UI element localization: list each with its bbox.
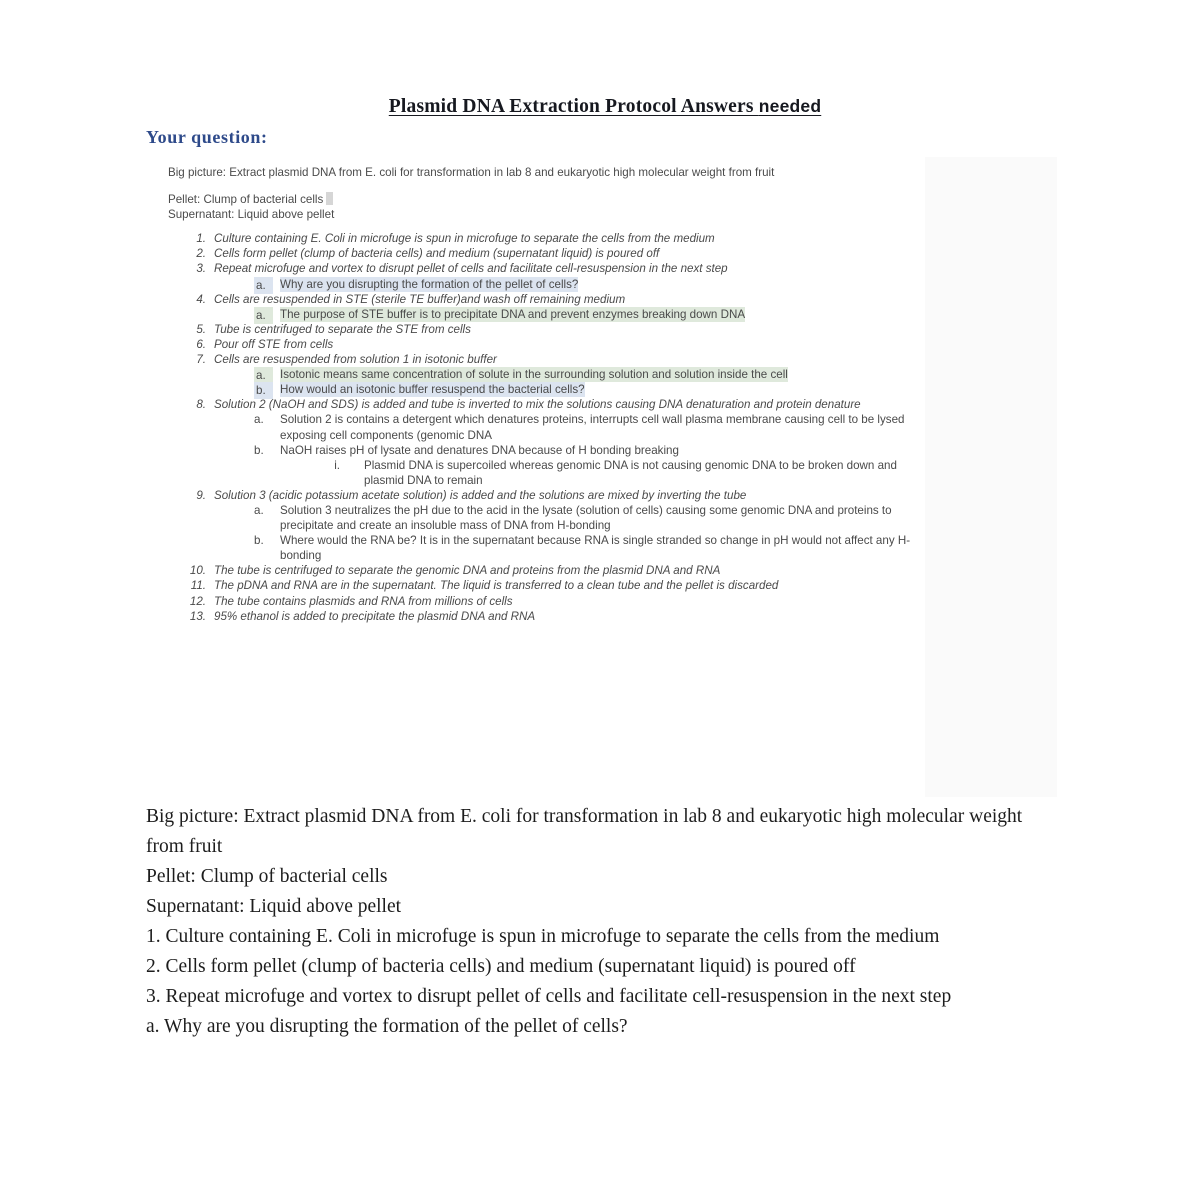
outline-step-text: Solution 2 (NaOH and SDS) is added and tube is inverted to mix the solutions causing DNA denaturation and protein denature bbox=[214, 398, 861, 412]
outline-substep-highlight: Isotonic means same concentration of solute in the surrounding solution and solution inside the cell bbox=[280, 368, 788, 382]
outline-substep-marker: a. bbox=[254, 367, 273, 384]
outline-substep-marker: b. bbox=[254, 534, 264, 548]
embedded-pellet-line bbox=[168, 192, 920, 207]
outline-substep-text: Solution 2 is contains a detergent which denatures proteins, interrupts cell wall plasma membrane causing cell to be lysed exposing cell components (genomic DNA bbox=[280, 413, 905, 442]
body-paragraph: Big picture: Extract plasmid DNA from E. coli for transformation in lab 8 and eukaryotic high molecular weight from fruit bbox=[146, 806, 1023, 857]
section-label-your-question: Your question: bbox=[146, 127, 268, 147]
embedded-image-blank-margin bbox=[925, 157, 1057, 797]
outline-substep bbox=[254, 443, 920, 488]
outline-step-text: The tube is centrifuged to separate the genomic DNA and proteins from the plasmid DNA and RNA bbox=[214, 564, 721, 578]
outline-step-text: Solution 3 (acidic potassium acetate solution) is added and the solutions are mixed by inverting the tube bbox=[214, 488, 747, 502]
outline-substep-text bbox=[280, 382, 585, 397]
outline-step-marker: 5. bbox=[196, 322, 206, 336]
embedded-image-content bbox=[160, 157, 920, 624]
outline-subsublist bbox=[280, 458, 920, 488]
body-paragraph: Supernatant: Liquid above pellet bbox=[146, 896, 402, 917]
outline-step bbox=[180, 609, 920, 624]
outline-step-marker: 8. bbox=[196, 398, 206, 412]
outline-substep-highlight: Why are you disrupting the formation of the pellet of cells? bbox=[280, 277, 579, 291]
outline-step-marker: 4. bbox=[196, 292, 206, 306]
outline-step-text: Cells are resuspended from solution 1 in isotonic buffer bbox=[214, 353, 497, 367]
outline-sublist bbox=[214, 412, 920, 487]
document-body-text bbox=[146, 802, 1064, 1042]
outline-step-text: Cells form pellet (clump of bacteria cells) and medium (supernatant liquid) is poured off bbox=[214, 247, 660, 261]
outline-substep-marker: b. bbox=[254, 443, 264, 457]
outline-substep bbox=[254, 382, 920, 397]
spacer bbox=[168, 180, 920, 192]
outline-step bbox=[180, 594, 920, 609]
outline-substep-marker: a. bbox=[254, 503, 264, 517]
outline-substep-text bbox=[280, 367, 788, 382]
outline-substep-text: Where would the RNA be? It is in the supernatant because RNA is single stranded so change in pH would not affect any H-bonding bbox=[280, 534, 911, 563]
embedded-pellet-text: Pellet: Clump of bacterial cells bbox=[168, 193, 324, 207]
outline-substep bbox=[254, 412, 920, 442]
page-title-emphasis: needed bbox=[758, 96, 822, 116]
outline-step-text: 95% ethanol is added to precipitate the plasmid DNA and RNA bbox=[214, 609, 536, 623]
outline-substep-text bbox=[280, 277, 578, 292]
outline-substep-highlight: The purpose of STE buffer is to precipitate DNA and prevent enzymes breaking down DNA bbox=[280, 307, 746, 321]
outline-step-text: The tube contains plasmids and RNA from millions of cells bbox=[214, 594, 513, 608]
outline-step-text: Repeat microfuge and vortex to disrupt pellet of cells and facilitate cell-resuspension in the next step bbox=[214, 262, 728, 276]
outline-step bbox=[180, 292, 920, 322]
body-paragraph: 2. Cells form pellet (clump of bacteria cells) and medium (supernatant liquid) is poured off bbox=[146, 956, 856, 977]
outline-step bbox=[180, 397, 920, 488]
outline-substep-marker: b. bbox=[254, 382, 273, 399]
outline-sublist bbox=[214, 503, 920, 563]
outline-substep-text: Solution 3 neutralizes the pH due to the acid in the lysate (solution of cells) causing some genomic DNA and proteins to precipitate and create an insoluble mass of DNA from H-bonding bbox=[280, 503, 892, 533]
page-title-main: Plasmid DNA Extraction Protocol Answers bbox=[388, 96, 759, 117]
body-paragraph: Pellet: Clump of bacterial cells bbox=[146, 866, 388, 887]
outline-substep bbox=[254, 503, 920, 533]
outline-step-marker: 13. bbox=[189, 609, 206, 623]
text-cursor-artifact bbox=[326, 192, 333, 205]
embedded-supernatant-line: Supernatant: Liquid above pellet bbox=[168, 208, 335, 222]
outline-step bbox=[180, 352, 920, 397]
outline-step-marker: 7. bbox=[196, 353, 206, 367]
embedded-protocol-outline bbox=[160, 231, 920, 623]
embedded-screenshot-image bbox=[160, 157, 1057, 797]
outline-step-marker: 1. bbox=[196, 232, 206, 246]
outline-step bbox=[180, 322, 920, 337]
body-paragraph: 1. Culture containing E. Coli in microfuge is spun in microfuge to separate the cells from the medium bbox=[146, 926, 940, 947]
outline-substep-text: NaOH raises pH of lysate and denatures DNA because of H bonding breaking bbox=[280, 443, 679, 457]
outline-step-marker: 10. bbox=[189, 564, 206, 578]
outline-step bbox=[180, 337, 920, 352]
outline-substep bbox=[254, 277, 920, 292]
body-paragraph: 3. Repeat microfuge and vortex to disrupt pellet of cells and facilitate cell-resuspension in the next step bbox=[146, 986, 952, 1007]
outline-step-text: The pDNA and RNA are in the supernatant. The liquid is transferred to a clean tube and the pellet is discarded bbox=[214, 579, 779, 593]
outline-substep bbox=[254, 533, 920, 563]
outline-substep-marker: a. bbox=[254, 413, 264, 427]
outline-sublist bbox=[214, 307, 920, 322]
outline-substep bbox=[254, 367, 920, 382]
outline-sublist bbox=[214, 277, 920, 292]
outline-subsubstep-marker: i. bbox=[334, 458, 340, 472]
outline-step-text: Pour off STE from cells bbox=[214, 337, 334, 351]
outline-step-marker: 11. bbox=[190, 579, 206, 593]
outline-substep-text bbox=[280, 307, 745, 322]
outline-substep bbox=[254, 307, 920, 322]
outline-step-text: Tube is centrifuged to separate the STE from cells bbox=[214, 322, 471, 336]
outline-substep-marker: a. bbox=[254, 307, 273, 324]
outline-step bbox=[180, 488, 920, 563]
outline-step bbox=[180, 246, 920, 261]
outline-step bbox=[180, 231, 920, 246]
embedded-header-block bbox=[160, 157, 920, 222]
outline-step-text: Culture containing E. Coli in microfuge is spun in microfuge to separate the cells from the medium bbox=[214, 232, 715, 246]
outline-substep-highlight: How would an isotonic buffer resuspend the bacterial cells? bbox=[280, 383, 585, 397]
outline-substep-marker: a. bbox=[254, 277, 273, 294]
outline-sublist bbox=[214, 367, 920, 397]
outline-step-text: Cells are resuspended in STE (sterile TE buffer)and wash off remaining medium bbox=[214, 292, 626, 306]
outline-subsubstep-text: Plasmid DNA is supercoiled whereas genomic DNA is not causing genomic DNA to be broken down and plasmid DNA to remain bbox=[364, 458, 897, 487]
outline-step-marker: 9. bbox=[196, 488, 206, 502]
outline-step bbox=[180, 563, 920, 578]
outline-step-marker: 12. bbox=[189, 594, 206, 608]
outline-step-marker: 6. bbox=[196, 337, 206, 351]
body-paragraph: a. Why are you disrupting the formation of the pellet of cells? bbox=[146, 1016, 628, 1037]
outline-step-marker: 2. bbox=[196, 247, 206, 261]
outline-subsubstep bbox=[324, 458, 920, 488]
page-title bbox=[140, 96, 1070, 118]
outline-step bbox=[180, 261, 920, 291]
outline-step bbox=[180, 578, 920, 593]
outline-step-marker: 3. bbox=[196, 262, 206, 276]
embedded-big-picture-line: Big picture: Extract plasmid DNA from E. coli for transformation in lab 8 and eukaryotic high molecular weight from fruit bbox=[168, 166, 775, 179]
